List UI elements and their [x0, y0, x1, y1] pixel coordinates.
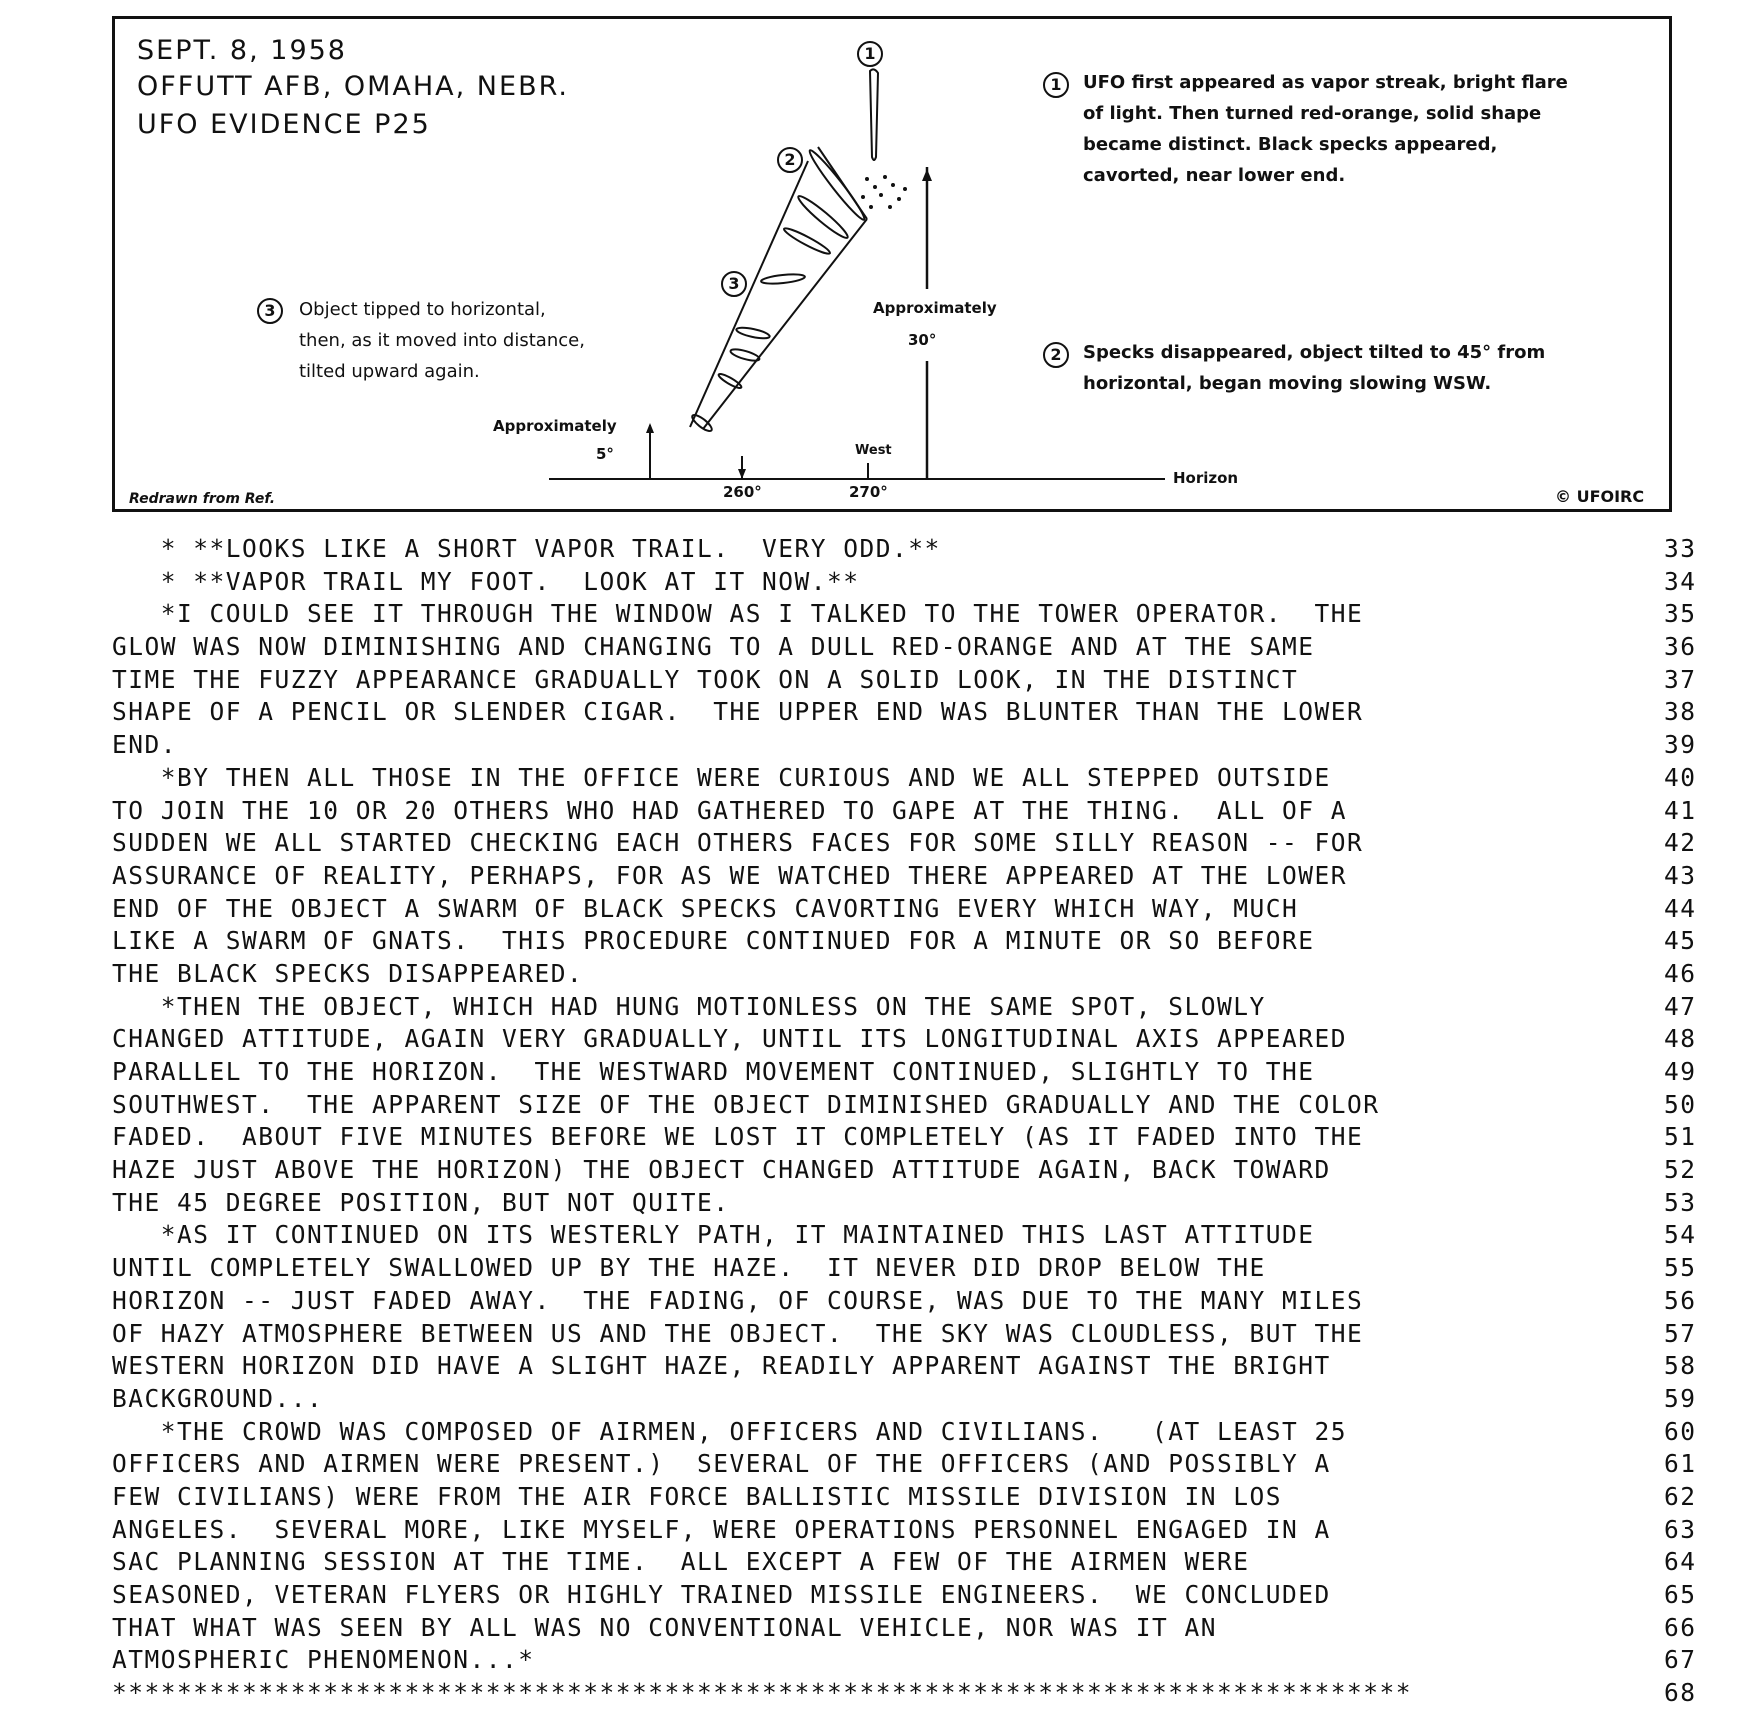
- approx-5-arrowhead: [646, 423, 654, 433]
- line-text: LIKE A SWARM OF GNATS. THIS PROCEDURE CONTINUED FOR A MINUTE OR SO BEFORE: [112, 926, 1315, 956]
- line-number: 54: [1664, 1220, 1697, 1250]
- note-3-line: then, as it moved into distance,: [299, 330, 585, 351]
- line-text: BACKGROUND...: [112, 1383, 324, 1413]
- text-line: [0, 1219, 1748, 1252]
- text-line: [0, 1579, 1748, 1612]
- line-text: *THE CROWD WAS COMPOSED OF AIRMEN, OFFICERS AND CIVILIANS. (AT LEAST 25: [112, 1416, 1348, 1446]
- line-number: 59: [1664, 1383, 1697, 1413]
- text-line: [0, 1154, 1748, 1187]
- tick-260-arrowhead: [738, 469, 746, 479]
- note-3-line: Object tipped to horizontal,: [299, 299, 546, 320]
- line-text: *I COULD SEE IT THROUGH THE WINDOW AS I TALKED TO THE TOWER OPERATOR. THE: [112, 599, 1364, 629]
- text-line: [0, 598, 1748, 631]
- line-number: 38: [1664, 697, 1697, 727]
- note-1-line: UFO first appeared as vapor streak, bright flare: [1083, 72, 1568, 93]
- text-line: [0, 860, 1748, 893]
- line-text: GLOW WAS NOW DIMINISHING AND CHANGING TO A DULL RED-ORANGE AND AT THE SAME: [112, 632, 1315, 662]
- text-line: [0, 1056, 1748, 1089]
- line-number: 68: [1664, 1678, 1697, 1708]
- text-line: [0, 958, 1748, 991]
- line-text: ASSURANCE OF REALITY, PERHAPS, FOR AS WE WATCHED THERE APPEARED AT THE LOWER: [112, 860, 1348, 890]
- text-line: [0, 1612, 1748, 1645]
- text-line: [0, 1481, 1748, 1514]
- line-text: *THEN THE OBJECT, WHICH HAD HUNG MOTIONLESS ON THE SAME SPOT, SLOWLY: [112, 991, 1266, 1021]
- line-text: SUDDEN WE ALL STARTED CHECKING EACH OTHERS FACES FOR SOME SILLY REASON -- FOR: [112, 828, 1364, 858]
- line-number: 42: [1664, 828, 1697, 858]
- line-number: 50: [1664, 1089, 1697, 1119]
- header-source: UFO EVIDENCE P25: [137, 109, 431, 140]
- text-line: [0, 1252, 1748, 1285]
- path-cone-right-lower: [703, 219, 867, 429]
- line-text: ATMOSPHERIC PHENOMENON...*: [112, 1645, 535, 1675]
- line-number: 65: [1664, 1580, 1697, 1609]
- note-2: [1083, 337, 1545, 399]
- line-number: 34: [1664, 566, 1697, 596]
- approx-30-value: 30°: [908, 331, 937, 349]
- line-number: 33: [1664, 534, 1697, 563]
- note-2-line: Specks disappeared, object tilted to 45° from: [1083, 342, 1546, 363]
- line-number: 39: [1664, 730, 1697, 760]
- line-number: 36: [1664, 632, 1697, 662]
- line-number: 67: [1664, 1645, 1697, 1675]
- line-number: 35: [1664, 599, 1697, 629]
- approx-5-label: Approximately: [493, 417, 617, 435]
- line-number: 45: [1664, 926, 1697, 956]
- horizon-label: Horizon: [1173, 469, 1239, 487]
- text-line: [0, 631, 1748, 664]
- copyright-credit: © UFOIRC: [1555, 487, 1645, 506]
- line-number: 57: [1664, 1318, 1697, 1348]
- note-2-line: horizontal, began moving slowing WSW.: [1083, 373, 1492, 394]
- line-text: END OF THE OBJECT A SWARM OF BLACK SPECKS CAVORTING EVERY WHICH WAY, MUCH: [112, 893, 1299, 923]
- line-text: FEW CIVILIANS) WERE FROM THE AIR FORCE BALLISTIC MISSILE DIVISION IN LOS: [112, 1481, 1283, 1511]
- header-location: OFFUTT AFB, OMAHA, NEBR.: [137, 71, 569, 102]
- line-number: 66: [1664, 1612, 1697, 1642]
- line-number: 63: [1664, 1514, 1697, 1544]
- note-1-line: became distinct. Black specks appeared,: [1083, 134, 1498, 155]
- line-number: 64: [1664, 1547, 1697, 1577]
- line-text: HORIZON -- JUST FADED AWAY. THE FADING, OF COURSE, WAS DUE TO THE MANY MILES: [112, 1285, 1364, 1315]
- note-3-line: tilted upward again.: [299, 361, 480, 382]
- text-line: [0, 664, 1748, 697]
- deg-260-label: 260°: [723, 483, 762, 501]
- redrawn-credit: Redrawn from Ref.: [129, 491, 276, 507]
- text-line: [0, 1546, 1748, 1579]
- line-text: SHAPE OF A PENCIL OR SLENDER CIGAR. THE UPPER END WAS BLUNTER THAN THE LOWER: [112, 697, 1364, 727]
- line-number: 56: [1664, 1285, 1697, 1315]
- text-line: [0, 1383, 1748, 1416]
- line-number: 48: [1664, 1024, 1697, 1054]
- note-3-number: 3: [257, 298, 283, 324]
- line-number: 40: [1664, 762, 1697, 792]
- line-text: THE 45 DEGREE POSITION, BUT NOT QUITE.: [112, 1187, 730, 1217]
- line-text: OF HAZY ATMOSPHERE BETWEEN US AND THE OBJECT. THE SKY WAS CLOUDLESS, BUT THE: [112, 1318, 1364, 1348]
- line-number: 55: [1664, 1253, 1697, 1283]
- line-text: WESTERN HORIZON DID HAVE A SLIGHT HAZE, READILY APPARENT AGAINST THE BRIGHT: [112, 1351, 1331, 1381]
- line-text: * **LOOKS LIKE A SHORT VAPOR TRAIL. VERY ODD.**: [112, 534, 941, 563]
- line-text: OFFICERS AND AIRMEN WERE PRESENT.) SEVERAL OF THE OFFICERS (AND POSSIBLY A: [112, 1449, 1331, 1479]
- line-number: 47: [1664, 991, 1697, 1021]
- line-number: 51: [1664, 1122, 1697, 1152]
- line-text: * **VAPOR TRAIL MY FOOT. LOOK AT IT NOW.**: [112, 566, 860, 596]
- transcript-text: [0, 533, 1748, 1710]
- approx-30-label: Approximately: [873, 299, 997, 317]
- text-line: [0, 729, 1748, 762]
- line-number: 53: [1664, 1187, 1697, 1217]
- line-text: TIME THE FUZZY APPEARANCE GRADUALLY TOOK ON A SOLID LOOK, IN THE DISTINCT: [112, 664, 1299, 694]
- text-line: [0, 1448, 1748, 1481]
- line-number: 43: [1664, 860, 1697, 890]
- line-text: FADED. ABOUT FIVE MINUTES BEFORE WE LOST IT COMPLETELY (AS IT FADED INTO THE: [112, 1122, 1364, 1152]
- line-number: 37: [1664, 664, 1697, 694]
- text-line: [0, 925, 1748, 958]
- line-number: 44: [1664, 893, 1697, 923]
- path-cone-left: [690, 161, 808, 427]
- text-line: [0, 1121, 1748, 1154]
- text-line: [0, 1285, 1748, 1318]
- line-text: ********************************************************************************: [112, 1678, 1413, 1708]
- line-text: END.: [112, 730, 178, 760]
- tilted-objects: [690, 147, 868, 433]
- note-1-line: cavorted, near lower end.: [1083, 165, 1346, 186]
- text-line: [0, 1514, 1748, 1547]
- text-line: [0, 1089, 1748, 1122]
- text-line: [0, 1677, 1748, 1710]
- text-line: [0, 893, 1748, 926]
- west-label: West: [855, 443, 892, 458]
- note-1-number: 1: [1043, 72, 1069, 98]
- line-number: 58: [1664, 1351, 1697, 1381]
- note-3: [299, 294, 585, 387]
- line-text: THE BLACK SPECKS DISAPPEARED.: [112, 958, 584, 988]
- note-1: [1083, 67, 1568, 191]
- marker-2: 2: [777, 147, 803, 173]
- line-number: 52: [1664, 1155, 1697, 1185]
- text-line: [0, 1023, 1748, 1056]
- line-text: TO JOIN THE 10 OR 20 OTHERS WHO HAD GATHERED TO GAPE AT THE THING. ALL OF A: [112, 795, 1348, 825]
- approx-30-arrowhead: [922, 169, 932, 181]
- black-specks: [861, 175, 907, 209]
- approx-5-value: 5°: [596, 445, 614, 463]
- line-text: SAC PLANNING SESSION AT THE TIME. ALL EXCEPT A FEW OF THE AIRMEN WERE: [112, 1547, 1250, 1577]
- text-line: [0, 566, 1748, 599]
- vapor-streak-shape: [870, 69, 878, 160]
- line-text: SEASONED, VETERAN FLYERS OR HIGHLY TRAINED MISSILE ENGINEERS. WE CONCLUDED: [112, 1580, 1331, 1609]
- line-text: *AS IT CONTINUED ON ITS WESTERLY PATH, IT MAINTAINED THIS LAST ATTITUDE: [112, 1220, 1315, 1250]
- marker-1: 1: [857, 41, 883, 67]
- header-date: SEPT. 8, 1958: [137, 35, 347, 66]
- note-2-number: 2: [1043, 342, 1069, 368]
- line-number: 62: [1664, 1481, 1697, 1511]
- line-text: THAT WHAT WAS SEEN BY ALL WAS NO CONVENTIONAL VEHICLE, NOR WAS IT AN: [112, 1612, 1218, 1642]
- line-number: 61: [1664, 1449, 1697, 1479]
- line-text: HAZE JUST ABOVE THE HORIZON) THE OBJECT CHANGED ATTITUDE AGAIN, BACK TOWARD: [112, 1155, 1331, 1185]
- line-text: *BY THEN ALL THOSE IN THE OFFICE WERE CURIOUS AND WE ALL STEPPED OUTSIDE: [112, 762, 1331, 792]
- text-line: [0, 991, 1748, 1024]
- text-line: [0, 1416, 1748, 1449]
- text-line: [0, 1350, 1748, 1383]
- line-number: 41: [1664, 795, 1697, 825]
- text-line: [0, 827, 1748, 860]
- text-line: [0, 1318, 1748, 1351]
- text-line: [0, 1644, 1748, 1677]
- text-line: [0, 762, 1748, 795]
- text-line: [0, 533, 1748, 566]
- figure-panel: [112, 16, 1672, 512]
- line-number: 46: [1664, 958, 1697, 988]
- line-text: UNTIL COMPLETELY SWALLOWED UP BY THE HAZE. IT NEVER DID DROP BELOW THE: [112, 1253, 1266, 1283]
- text-line: [0, 696, 1748, 729]
- marker-3: 3: [721, 271, 747, 297]
- text-line: [0, 795, 1748, 828]
- deg-270-label: 270°: [849, 483, 888, 501]
- line-number: 60: [1664, 1416, 1697, 1446]
- line-text: CHANGED ATTITUDE, AGAIN VERY GRADUALLY, UNTIL ITS LONGITUDINAL AXIS APPEARED: [112, 1024, 1348, 1054]
- line-text: PARALLEL TO THE HORIZON. THE WESTWARD MOVEMENT CONTINUED, SLIGHTLY TO THE: [112, 1057, 1315, 1086]
- text-line: [0, 1187, 1748, 1220]
- line-text: ANGELES. SEVERAL MORE, LIKE MYSELF, WERE OPERATIONS PERSONNEL ENGAGED IN A: [112, 1514, 1331, 1544]
- line-number: 49: [1664, 1057, 1697, 1086]
- note-1-line: of light. Then turned red-orange, solid shape: [1083, 103, 1542, 124]
- line-text: SOUTHWEST. THE APPARENT SIZE OF THE OBJECT DIMINISHED GRADUALLY AND THE COLOR: [112, 1089, 1380, 1119]
